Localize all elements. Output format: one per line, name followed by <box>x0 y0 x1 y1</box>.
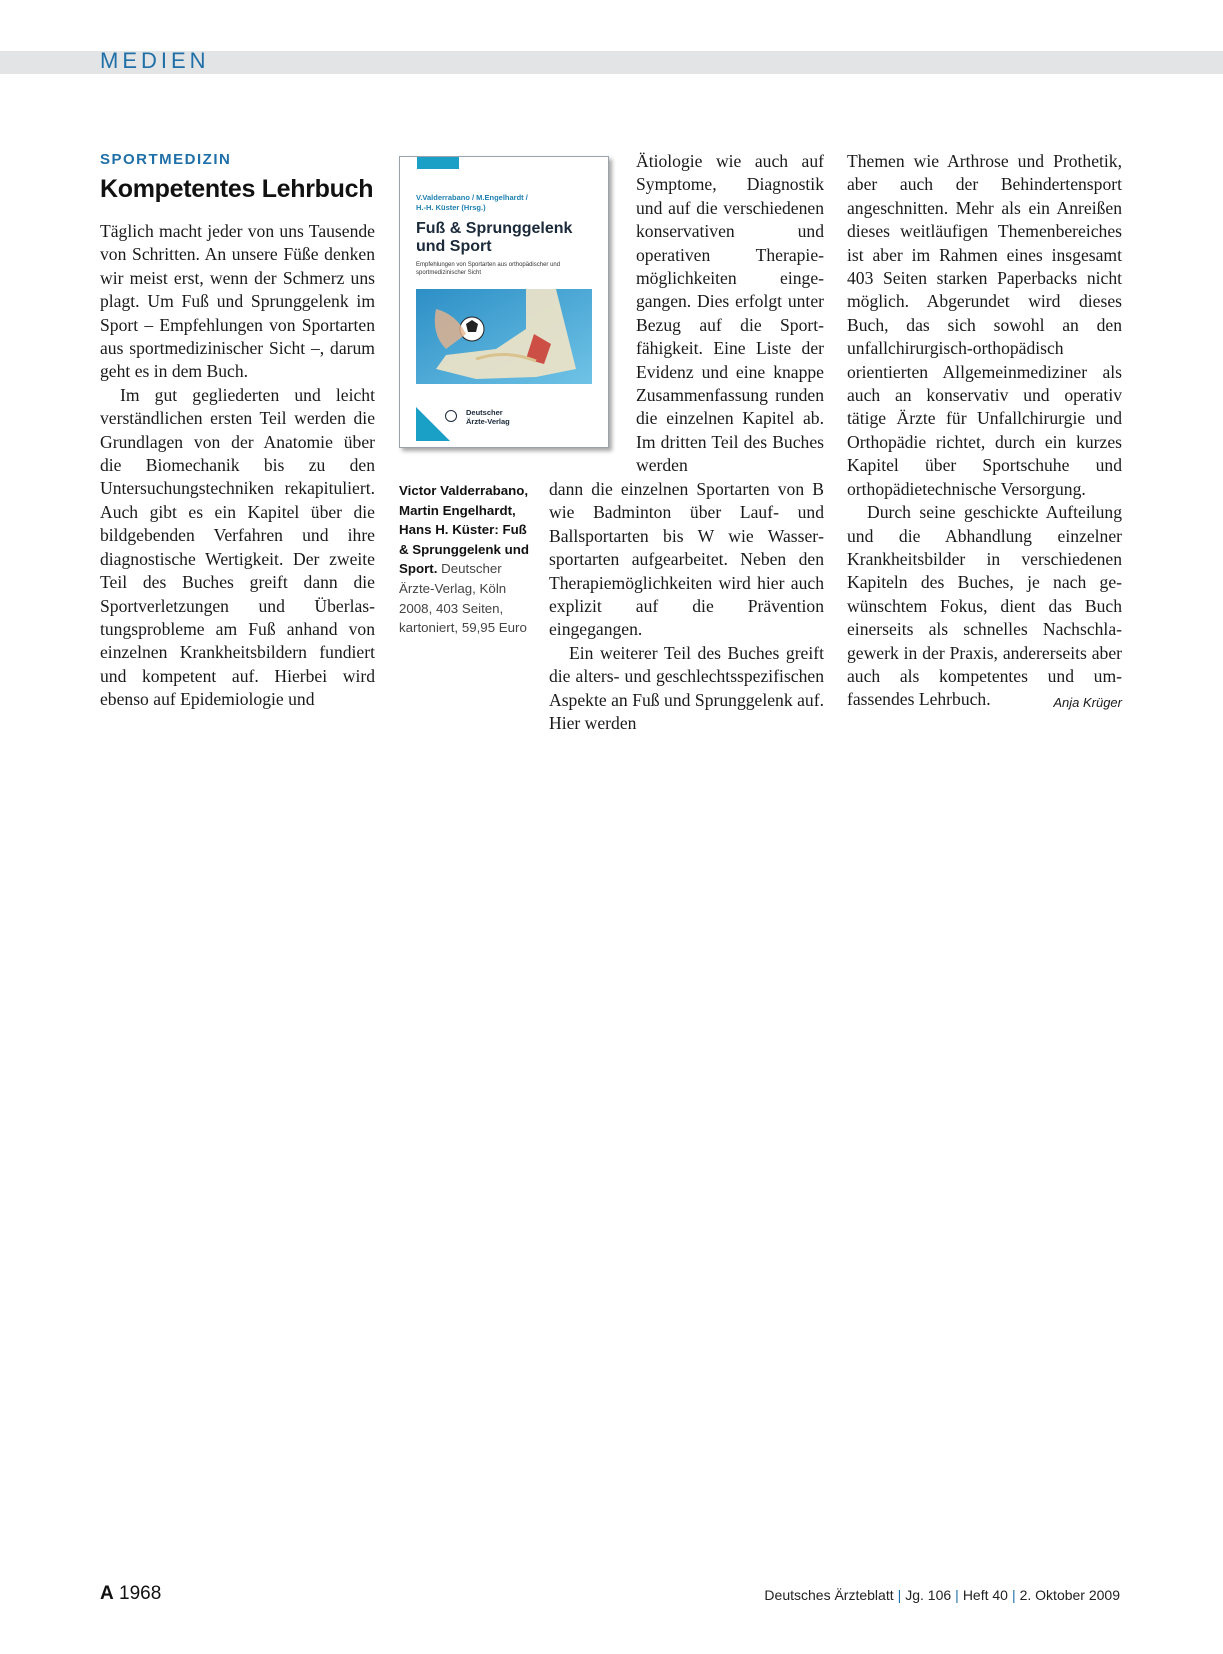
paragraph: Themen wie Arthrose und Prothetik, aber auch der Behindertensport angeschnitten. Mehr als ein Anreißen dieses weitläufigen Themenbereiches ist aber im Rahmen eines insgesamt 403 Seiten starken Paperbacks nicht möglich. Abgerundet wird dieses Buch, das sich sowohl an den unfallchirurgisch-orthopädisch orientierten Allgemeinmediziner als auch an konservativ und operativ tätige Ärzte für Unfallchirurgie und Orthopädie richtet, durch ein kurzes Kapitel über Sportschuhe und orthopädietechnische Versorgung. <box>847 151 1122 499</box>
article-kicker: SPORTMEDIZIN <box>100 151 232 168</box>
author-signature: Anja Krüger <box>1053 695 1122 711</box>
page-number <box>100 1583 161 1605</box>
page-prefix: A <box>100 1583 114 1604</box>
paragraph-text: Durch seine geschickte Aufteilung und die Abhandlung einzelner Krankheitsbilder in verschiedenen Kapiteln des Buches, je nach gewünschtem Fokus, dient das Buch einerseits als schnelles Nachschlagewerk in der Praxis, andererseits aber auch als kompetentes und umfassendes Lehrbuch. <box>847 502 1122 710</box>
caption-bold: Victor Valderrabano, Martin Engelhardt, Hans H. Küster: Fuß & Sprunggelenk und Sport. <box>399 483 530 577</box>
article-headline: Kompetentes Lehrbuch <box>100 175 374 203</box>
article-column-3 <box>847 150 1122 715</box>
paragraph: Ätiologie wie auch auf Symptome, Diagnostik und auf die verschiedenen konservativen und operativen Therapiemöglichkeiten eingegangen. Dies erfolgt unter Bezug auf die Sportfähigkeit. Eine Liste der Evidenz und eine knappe Zusammenfassung runden die einzelnen Kapitel ab. Im dritten Teil des Buches werden <box>636 151 824 476</box>
cover-authors <box>416 193 596 213</box>
article-column-2-top <box>636 150 824 478</box>
article-column-2 <box>549 478 824 735</box>
book-cover <box>399 156 609 448</box>
cover-authors-line: V.Valderrabano / M.Engelhardt / <box>416 193 528 202</box>
cover-title <box>416 220 601 256</box>
book-caption <box>399 481 534 638</box>
publisher-logo-icon <box>445 410 457 422</box>
cover-authors-line: H.-H. Küster (Hrsg.) <box>416 203 486 212</box>
separator: | <box>1011 1587 1016 1603</box>
journal-info <box>764 1587 1120 1603</box>
cover-publisher-line: Deutscher <box>466 408 503 417</box>
page-number-value: 1968 <box>113 1583 162 1604</box>
cover-foot-illustration <box>416 289 592 384</box>
paragraph: dann die einzelnen Sportarten von B wie Badminton über Lauf- und Ballsportarten bis W wie Wassersportarten aufgearbeitet. Neben den Therapiemöglichkeiten wird hier auch explizit auf die Prävention eingegangen. <box>549 479 824 640</box>
paragraph <box>847 501 1122 712</box>
article-column-1 <box>100 220 375 712</box>
cover-accent-bar <box>417 157 459 169</box>
section-label: MEDIEN <box>100 48 210 73</box>
journal-volume: Jg. 106 <box>905 1587 952 1603</box>
cover-publisher-line: Ärzte-Verlag <box>466 417 510 426</box>
journal-date: 2. Oktober 2009 <box>1019 1587 1120 1603</box>
cover-title-line: Fuß & Sprunggelenk <box>416 220 573 237</box>
paragraph: Ein weiterer Teil des Buches greift die alters- und geschlechtsspezifischen Aspekte an Fuß und Sprunggelenk auf. Hier werden <box>549 642 824 734</box>
journal-issue: Heft 40 <box>962 1587 1008 1603</box>
separator: | <box>955 1587 959 1603</box>
paragraph: Im gut gegliederten und leicht verständlichen ersten Teil werden die Grundlagen von der Anatomie über die Biomechanik bis zu den Untersuchungstechniken rekapituliert. Auch gibt es ein Kapitel über die bildgebenden Verfahren und ihre diagnostische Wertigkeit. Der zweite Teil des Buches greift dann die Sportverletzungen und Überlastungsprobleme am Fuß anhand von einzelnen Krankheitsbildern fundiert und kompetent auf. Hierbei wird ebenso auf Epidemiologie und <box>100 384 375 710</box>
cover-title-line: und Sport <box>416 238 492 255</box>
paragraph: Täglich macht jeder von uns Tausende von Schritten. An unsere Füße denken wir meist erst, wenn der Schmerz uns plagt. Um Fuß und Sprunggelenk im Sport – Empfehlungen von Sportarten aus sportmedizinischer Sicht –, darum geht es in dem Buch. <box>100 221 375 382</box>
separator: | <box>897 1587 902 1603</box>
cover-subtitle: Empfehlungen von Sportarten aus orthopädischer und sportmedizinischer Sicht <box>416 262 561 276</box>
journal-name: Deutsches Ärzteblatt <box>764 1587 894 1603</box>
caption-details: Deutscher Ärzte-Verlag, Köln 2008, 403 Seiten, kartoniert, 59,95 Euro <box>399 561 527 636</box>
cover-publisher <box>466 408 510 426</box>
